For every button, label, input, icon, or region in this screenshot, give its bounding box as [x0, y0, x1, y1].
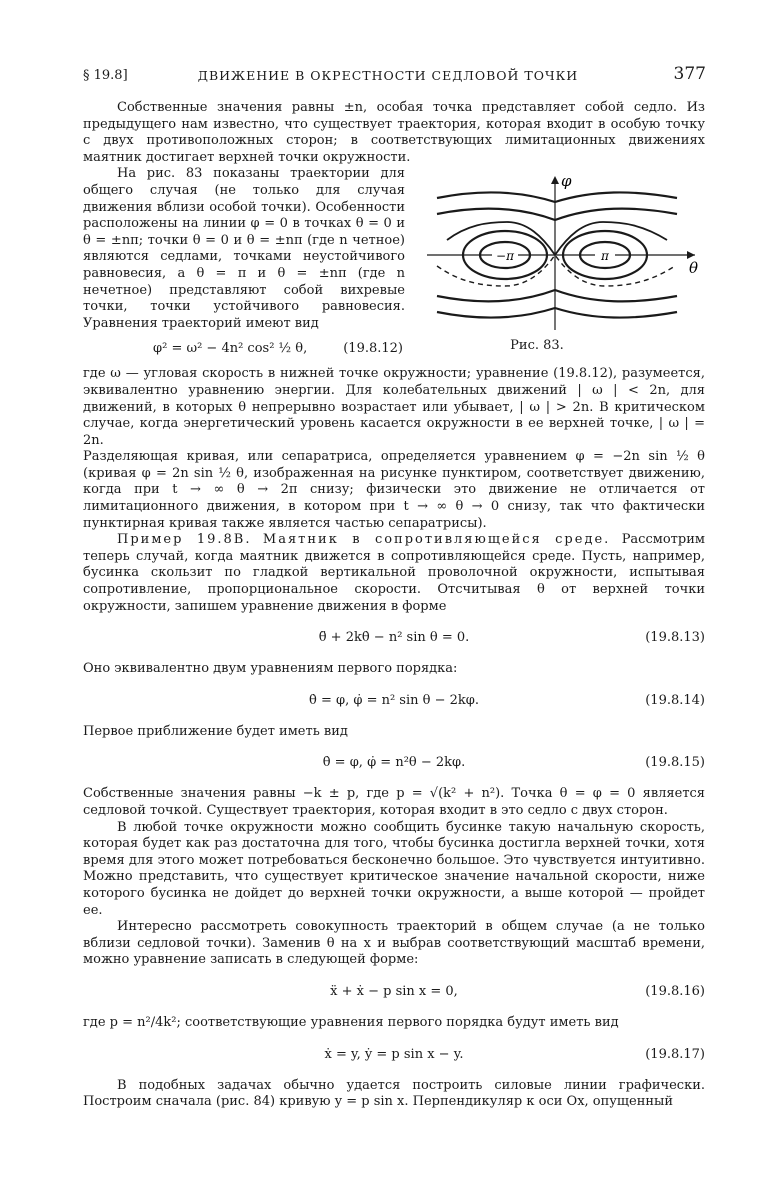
equation-text: θ̈ + 2kθ̇ − n² sin θ = 0.: [318, 630, 470, 646]
equation-number: (19.8.16): [645, 983, 705, 999]
phi-arrow-icon: [551, 176, 559, 184]
equation-number: (19.8.17): [645, 1046, 705, 1062]
paragraph-omega: где ω — угловая скорость в нижней точке окружности; уравнение (19.8.12), разумеется, эквивалентно уравнению энергии. Для колебательных движений | ω | < 2n, для движений, в которых θ непрерывно возрастает или убывает, | ω | > 2n. В критическом случае, когда энергетический уровень касается окружности в ее верхней точке, | ω | = 2n.: [83, 366, 705, 448]
section-number: § 19.8]: [83, 68, 128, 83]
paragraph-example: [83, 532, 705, 615]
paragraph-interesting: Интересно рассмотреть совокупность траекторий в общем случае (а не только вблизи седловой точки). Заменив θ на x и выбрав соответствующий масштаб времени, можно уравнение записать в следующей форме:: [83, 919, 705, 968]
paragraph-equivalent: Оно эквивалентно двум уравнениям первого порядка:: [83, 661, 458, 677]
rotation-curve-top-1: [437, 193, 677, 203]
equation-text: ẍ + ẋ − p sin x = 0,: [330, 983, 458, 999]
equation-text: ẋ = y, ẏ = p sin x − y.: [324, 1046, 464, 1062]
equation-19-8-16: [83, 977, 705, 1007]
example-title: Маятник в сопротивляющейся среде.: [262, 532, 611, 548]
figure-caption: Рис. 83.: [510, 338, 564, 354]
equation-text: φ² = ω² − 4n² cos² ½ θ,: [153, 341, 308, 357]
example-text: Рассмотрим теперь случай, когда маятник движется в сопротивляющейся среде. Пусть, например, бусинка скользит по гладкой вертикальной проволочной окружности, испытывая сопротивление, пропорциональное скорости. Отсчитывая θ от верхней точки окружности, запишем уравнение движения в форме: [83, 532, 705, 614]
phase-portrait: [417, 170, 705, 335]
equation-19-8-12: [83, 336, 403, 362]
paragraph-any-point: В любой точке окружности можно сообщить бусинке такую начальную скорость, которая будет как раз достаточна для того, чтобы бусинка достигла верхней точки, хотя время для этого может потребоваться бесконечно большое. Это чувствуется интуитивно. Можно представить, что существует критическое значение начальной скорости, ниже которого бусинка не дойдет до верхней точки окружности, а выше которой — пройдет ее.: [83, 819, 705, 918]
paragraph-where-p: где p = n²/4k²; соответствующие уравнения первого порядка будут иметь вид: [83, 1014, 619, 1030]
equation-text: θ̇ = φ, φ̇ = n²θ − 2kφ.: [322, 755, 466, 771]
example-label: Пример 19.8В.: [117, 532, 252, 548]
paragraph-separatrix: Разделяющая кривая, или сепаратриса, определяется уравнением φ = −2n sin ½ θ (кривая φ = 2n sin ½ θ, изображенная на рисунке пунктиром, соответствует движению, когда при t → ∞ θ → 2π снизу; физически это движение не отличается от лимитационного движения, в котором при t → ∞ θ → 0 снизу, так что фактически пунктирная кривая также является частью сепаратрисы).: [83, 449, 705, 531]
body-text: [83, 100, 705, 1111]
equation-19-8-17: [83, 1040, 705, 1070]
rotation-curve-bottom-1: [437, 308, 677, 318]
paragraph-figure-intro: На рис. 83 показаны траектории для общего случая (не только для случая движения вблизи особой точки). Особенности расположены на линии φ = 0 в точках θ = 0 и θ = ±nπ; точки θ = 0 и θ = ±nπ (где n четное) являются седлами, точками неустойчивого равновесия, а θ = π и θ = ±nπ (где n нечетное) представляют собой вихревые точки, точки устойчивого равновесия. Уравнения траекторий имеют вид: [83, 166, 405, 331]
phi-label: φ: [561, 172, 572, 191]
paragraph-eigenvalues-saddle: Собственные значения равны ±n, особая точка представляет собой седло. Из предыдущего нам известно, что существует траектория, которая входит в особую точку с двух противоположных сторон; в соответствующих лимитационных движениях маятник достигает верхней точки окружности.: [83, 100, 705, 165]
equation-19-8-15: [83, 748, 705, 778]
paragraph-first-approx: Первое приближение будет иметь вид: [83, 723, 348, 739]
paragraph-eigenvalues: Собственные значения равны −k ± p, где p = √(k² + n²). Точка θ = φ = 0 является седловой точкой. Существует траектория, которая входит в это седло с двух сторон.: [83, 786, 705, 818]
equation-19-8-14: [83, 686, 705, 716]
rotation-curve-top-2: [437, 209, 677, 220]
running-title: ДВИЖЕНИЕ В ОКРЕСТНОСТИ СЕДЛОВОЙ ТОЧКИ: [197, 68, 579, 83]
page-number: 377: [673, 64, 706, 84]
equation-number: (19.8.15): [645, 755, 705, 771]
figure-83: [417, 170, 705, 360]
equation-text: θ̇ = φ, φ̇ = n² sin θ − 2kφ.: [308, 692, 480, 708]
equation-number: (19.8.13): [645, 630, 705, 646]
equation-number: (19.8.12): [343, 341, 403, 357]
label-pi: π: [601, 249, 609, 264]
paragraph-graphical: В подобных задачах обычно удается построить силовые линии графически. Построим сначала (рис. 84) кривую y = p sin x. Перпендикуляр к оси Ox, опущенный: [83, 1077, 705, 1110]
rotation-curve-bottom-2: [437, 290, 677, 301]
theta-label: θ: [689, 259, 699, 278]
equation-19-8-13: [83, 623, 705, 653]
theta-arrow-icon: [687, 251, 695, 259]
equation-number: (19.8.14): [645, 692, 705, 708]
label-minus-pi: −π: [496, 249, 514, 264]
